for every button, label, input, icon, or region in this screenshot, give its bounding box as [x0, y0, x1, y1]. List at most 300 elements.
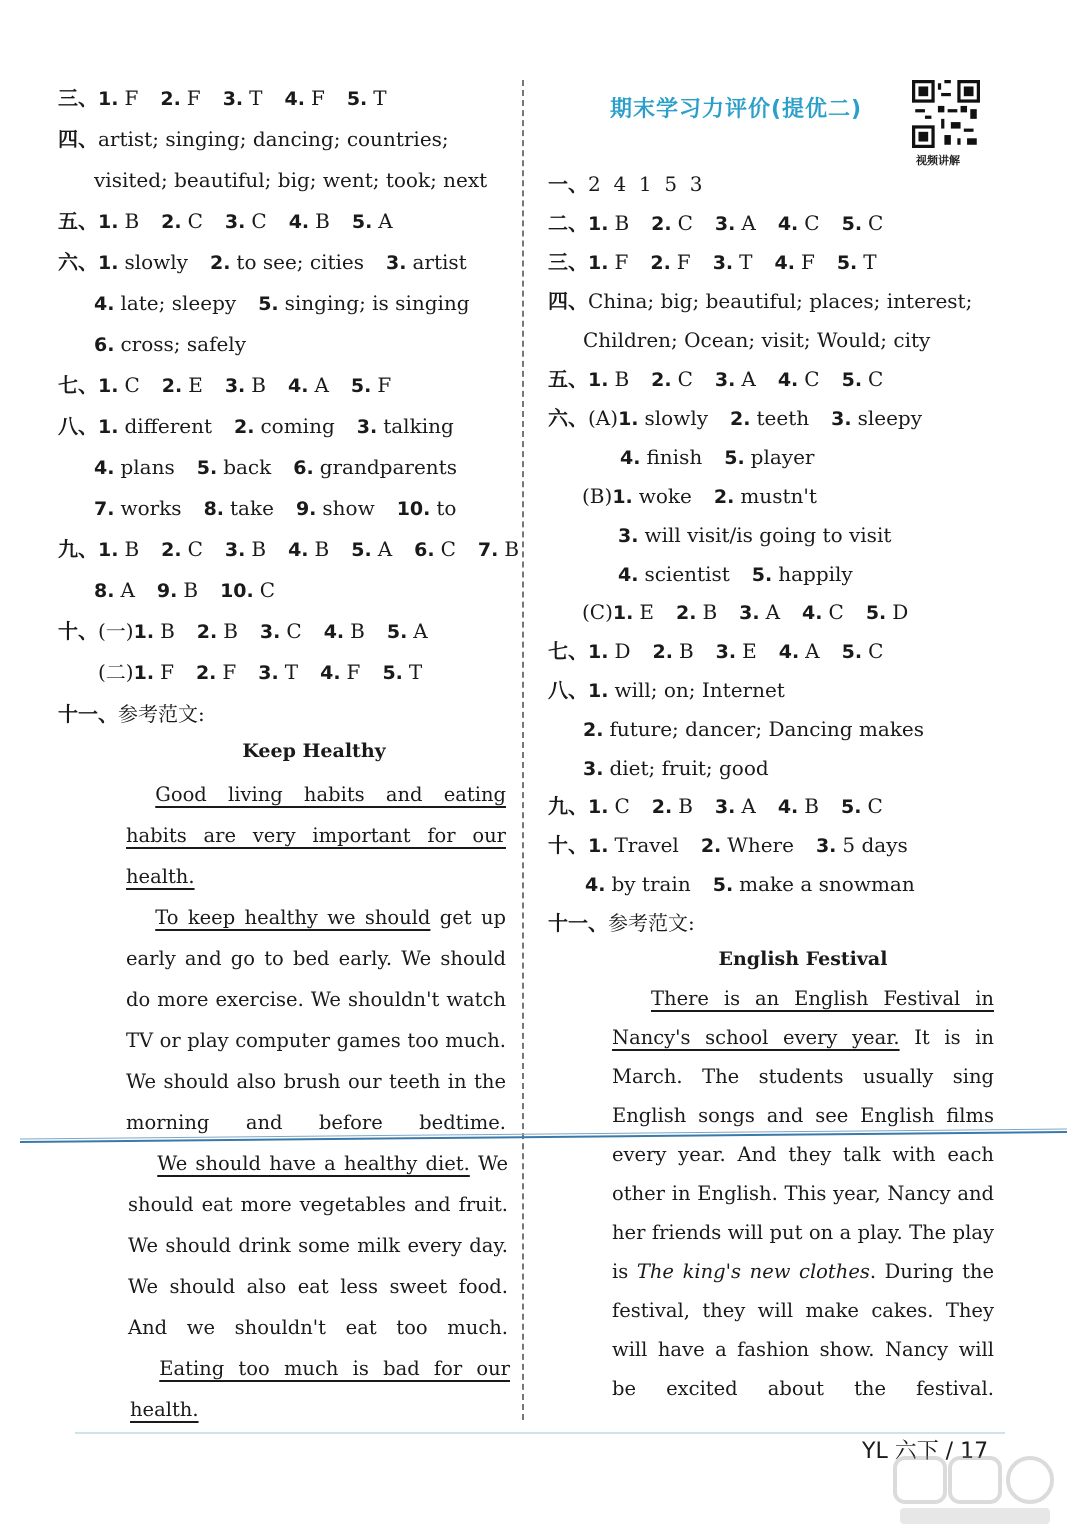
answer-text: C [677, 367, 693, 391]
answer-number: 10. [220, 580, 254, 602]
answer-item [583, 717, 924, 741]
essay-left-paragraph-3: We should have a healthy diet. We should eat more vegetables and fruit. We should drink some milk every day. We should also eat less sweet food. And we shouldn't eat too much. [128, 1152, 509, 1339]
answer-item [94, 578, 135, 602]
answer-number: 5. [751, 564, 773, 586]
section-10-part-1: 十、(一)1. B 2. B 3. C 4. B 5. A [58, 619, 428, 643]
answer-text: talking [383, 414, 454, 438]
answer-number: 4. [778, 641, 800, 663]
answer-text: B [183, 578, 199, 602]
answer-text: F [186, 86, 201, 110]
answer-item [234, 414, 335, 438]
answer-text: E [742, 639, 757, 663]
answer-text: B [678, 794, 693, 818]
answer-item [778, 794, 819, 818]
answer-number: 4. [777, 213, 799, 235]
answer-number: 2. [651, 213, 672, 235]
answer-number: 3. [714, 213, 736, 235]
r-section-8-l2 [583, 715, 946, 743]
answer-text: C [259, 578, 276, 602]
answer-text: B [314, 537, 330, 561]
r-section-6-b1: (B)1. woke 2. mustn't [582, 484, 817, 508]
answer-number: 1. [612, 486, 633, 508]
answer-item [651, 367, 693, 391]
answer-item [94, 291, 236, 315]
r-section-2: 二、1. B 2. C 3. A 4. C 5. C [548, 211, 884, 235]
answer-number: 3. [618, 525, 639, 547]
answer-text: to [436, 496, 457, 520]
essay-left-paragraph-1: Good living habits and eating habits are very important for our health. [126, 783, 506, 888]
answer-text: A [413, 619, 428, 643]
answer-number: 5. [840, 796, 862, 818]
answer-item [715, 211, 756, 235]
answer-item [588, 678, 785, 702]
r-section-9: 九、1. C 2. B 3. A 4. B 5. C [548, 794, 883, 818]
answer-number: 5. [865, 602, 887, 624]
answer-number: 3. [224, 211, 246, 233]
answer-item [98, 209, 139, 233]
answer-item [134, 619, 175, 643]
answer-item [288, 537, 329, 561]
section-4-line-1: 四、artist; singing; dancing; countries; [58, 127, 449, 151]
answer-number: 2. [195, 662, 217, 684]
answer-number: 8. [94, 580, 115, 602]
answer-number: 10. [396, 498, 431, 520]
answer-text: B [804, 794, 819, 818]
answer-number: 1. [98, 211, 119, 233]
answer-number: 3. [714, 796, 736, 818]
answer-item [284, 86, 324, 110]
answer-text: grandparents [319, 455, 457, 479]
answer-number: 1. [618, 408, 639, 430]
answer-text: mustn't [740, 484, 817, 508]
answer-text: F [377, 373, 392, 397]
answer-item [98, 414, 212, 438]
answer-item [157, 578, 198, 602]
answer-number: 2. [700, 835, 722, 857]
answer-number: 4. [287, 375, 309, 397]
answer-text: works [120, 496, 182, 520]
answer-item [778, 211, 820, 235]
answer-item [676, 600, 717, 624]
answer-item [225, 373, 266, 397]
answer-item [357, 414, 454, 438]
answer-text: E [639, 600, 654, 624]
answer-item [651, 211, 693, 235]
answer-text: C [868, 211, 884, 235]
answer-number: 1. [588, 796, 609, 818]
answer-item [197, 619, 238, 643]
answer-item [347, 86, 387, 110]
answer-number: 2. [713, 486, 735, 508]
answer-item [842, 639, 884, 663]
answer-text: T [408, 660, 423, 684]
answer-text: player [750, 445, 815, 469]
r-section-1: 一、2 4 1 5 3 [548, 172, 703, 196]
answer-number: 1. [133, 662, 155, 684]
answer-text: D [892, 600, 909, 624]
answer-text: future; dancer; Dancing makes [609, 717, 925, 741]
answer-text: C [804, 211, 820, 235]
answer-item [752, 562, 853, 586]
answer-number: 3. [356, 416, 378, 438]
answer-text: teeth [756, 406, 810, 430]
column-divider [522, 80, 524, 1420]
answer-item [94, 332, 246, 356]
answer-number: 1. [612, 602, 634, 624]
answer-item [293, 455, 457, 479]
answer-text: C [251, 209, 267, 233]
section-4-line-2: visited; beautiful; big; went; took; next [94, 168, 488, 192]
answer-number: 5. [346, 88, 368, 110]
answer-item [161, 537, 203, 561]
r-section-10-l1: 十、1. Travel 2. Where 3. 5 days [548, 833, 908, 857]
answer-item [588, 833, 679, 857]
answer-number: 1. [588, 369, 609, 391]
answer-item [98, 537, 139, 561]
answer-item [724, 445, 814, 469]
answer-item [842, 367, 884, 391]
answer-item [613, 600, 654, 624]
answer-item [94, 496, 182, 520]
answer-item [715, 794, 756, 818]
answer-item [714, 484, 817, 508]
answer-number: 5. [351, 211, 373, 233]
answer-item [837, 250, 877, 274]
section-8-line-1: 八、1. different 2. coming 3. talking [58, 414, 454, 438]
answer-number: 5. [350, 375, 372, 397]
answer-text: artist [412, 250, 467, 274]
answer-text: slowly [644, 406, 709, 430]
answer-number: 2. [651, 796, 673, 818]
answer-item [98, 250, 188, 274]
answer-text: B [124, 209, 140, 233]
answer-text: B [223, 619, 238, 643]
answer-item [382, 660, 422, 684]
exam-title-box [610, 92, 910, 132]
answer-number: 9. [295, 498, 317, 520]
answer-item [94, 455, 175, 479]
answer-number: 3. [258, 662, 279, 684]
answer-text: F [124, 86, 139, 110]
r-section-6-c1: (C)1. E 2. B 3. A 4. C 5. D [582, 600, 909, 624]
answer-item [196, 660, 236, 684]
answer-number: 4. [94, 293, 115, 315]
section-6-line-3 [94, 330, 268, 358]
answer-text: happily [778, 562, 853, 586]
answer-item [260, 619, 302, 643]
answer-number: 3. [583, 758, 604, 780]
answer-number: 7. [94, 498, 115, 520]
answer-item [652, 794, 693, 818]
answer-number: 5. [836, 252, 858, 274]
answer-number: 3. [712, 252, 734, 274]
answer-item [288, 373, 329, 397]
answer-item [588, 367, 629, 391]
answer-text: C [187, 209, 203, 233]
answer-number: 2. [675, 602, 697, 624]
answer-text: late; sleepy [120, 291, 237, 315]
answer-number: 1. [588, 252, 609, 274]
answer-number: 2. [652, 641, 673, 663]
answer-number: 2. [209, 252, 231, 274]
answer-number: 5. [724, 447, 745, 469]
answer-item [386, 250, 467, 274]
r-section-3: 三、1. F 2. F 3. T 4. F 5. T [548, 250, 877, 274]
answer-item [210, 250, 364, 274]
answer-number: 1. [588, 835, 609, 857]
answer-number: 2. [160, 88, 181, 110]
section-9-line-1: 九、1. B 2. C 3. B 4. B 5. A 6. C 7. B [58, 537, 520, 561]
answer-text: F [800, 250, 815, 274]
answer-item [588, 211, 629, 235]
answer-number: 1. [98, 252, 119, 274]
answer-text: A [805, 639, 820, 663]
answer-text: C [124, 373, 140, 397]
answer-text: diet; fruit; good [609, 756, 769, 780]
answer-text: by train [611, 872, 691, 896]
answer-item [716, 639, 757, 663]
answer-number: 6. [293, 457, 314, 479]
answer-item [161, 209, 203, 233]
answer-number: 3. [222, 88, 244, 110]
answer-number: 1. [133, 621, 155, 643]
answer-text: A [378, 209, 393, 233]
answer-text: to see; cities [236, 250, 365, 274]
answer-number: 1. [588, 641, 609, 663]
answer-text: D [614, 639, 631, 663]
r-section-6-b2 [618, 521, 913, 549]
answer-item [98, 86, 138, 110]
essay-title-left: Keep Healthy [242, 740, 386, 762]
answer-text: A [741, 794, 756, 818]
answer-item [713, 250, 753, 274]
answer-number: 4. [774, 252, 795, 274]
answer-number: 5. [196, 457, 218, 479]
answer-text: finish [646, 445, 703, 469]
answer-text: Where [727, 833, 794, 857]
answer-number: 1. [98, 539, 119, 561]
answer-text: coming [260, 414, 335, 438]
answer-number: 8. [203, 498, 225, 520]
answer-item [802, 600, 844, 624]
section-6-line-2 [94, 289, 492, 317]
answer-text: slowly [124, 250, 188, 274]
answer-item [713, 872, 915, 896]
section-11-heading: 十一、参考范文: [58, 702, 205, 726]
answer-item [588, 250, 628, 274]
answer-number: 5. [382, 662, 403, 684]
answer-number: 1. [588, 680, 609, 702]
answer-text: C [867, 794, 883, 818]
answer-item [774, 250, 814, 274]
answer-item [225, 209, 267, 233]
answer-item [653, 639, 694, 663]
answer-text: B [614, 211, 630, 235]
answer-number: 4. [777, 369, 799, 391]
answer-item [618, 406, 708, 430]
answer-text: C [677, 211, 693, 235]
answer-text: cross; safely [120, 332, 246, 356]
section-6-line-1: 六、1. slowly 2. to see; cities 3. artist [58, 250, 467, 274]
answer-text: B [350, 619, 365, 643]
answer-item [414, 537, 456, 561]
answer-item [387, 619, 428, 643]
qr-code-icon[interactable] [912, 80, 980, 148]
answer-number: 3. [714, 369, 736, 391]
answer-number: 4. [323, 621, 345, 643]
answer-number: 2. [196, 621, 218, 643]
answer-item [320, 660, 360, 684]
answer-text: B [160, 619, 175, 643]
section-7-answers: 七、1. C 2. E 3. B 4. A 5. F [58, 373, 392, 397]
answer-number: 5. [351, 539, 372, 561]
answer-text: B [702, 600, 718, 624]
answer-item [866, 600, 909, 624]
section-8-line-3 [94, 494, 478, 522]
answer-text: B [315, 209, 330, 233]
answer-number: 1. [588, 213, 609, 235]
answer-number: 4. [802, 602, 823, 624]
r-section-4-line-2: Children; Ocean; visit; Would; city [583, 328, 931, 352]
answer-text: B [124, 537, 140, 561]
answer-text: F [160, 660, 174, 684]
answer-item [220, 578, 275, 602]
r-section-6-a1: 六、(A)1. slowly 2. teeth 3. sleepy [548, 406, 923, 430]
answer-number: 3. [224, 539, 246, 561]
answer-number: 4. [94, 457, 115, 479]
answer-text: B [678, 639, 694, 663]
r-section-8-l1: 八、1. will; on; Internet [548, 678, 785, 702]
answer-text: E [188, 373, 203, 397]
answer-text: sleepy [857, 406, 923, 430]
answer-number: 3. [715, 641, 737, 663]
answer-number: 5. [386, 621, 408, 643]
answer-text: T [284, 660, 299, 684]
answer-text: T [739, 250, 753, 274]
r-section-10-l2 [585, 870, 937, 898]
scan-artifact-line [20, 1128, 1067, 1144]
answer-number: 2. [161, 211, 182, 233]
answer-number: 3. [815, 835, 837, 857]
answer-item [583, 756, 769, 780]
answer-item [478, 537, 519, 561]
answer-number: 3. [259, 621, 281, 643]
answer-number: 3. [831, 408, 852, 430]
answer-text: make a snowman [739, 872, 915, 896]
answer-number: 4. [284, 88, 305, 110]
section-10-part-2: (二)1. F 2. F 3. T 4. F 5. T [98, 660, 423, 684]
answer-number: 2. [651, 369, 672, 391]
answer-number: 4. [288, 211, 310, 233]
answer-number: 3. [386, 252, 407, 274]
answer-text: A [765, 600, 781, 624]
answer-number: 3. [224, 375, 246, 397]
answer-number: 6. [94, 334, 115, 356]
answer-text: A [741, 211, 756, 235]
answer-item [842, 211, 884, 235]
answer-text: F [222, 660, 237, 684]
answer-item [162, 373, 203, 397]
answer-number: 7. [477, 539, 499, 561]
answer-item [134, 660, 174, 684]
answer-number: 2. [650, 252, 671, 274]
answer-item [620, 445, 702, 469]
answer-number: 9. [156, 580, 178, 602]
answer-text: C [868, 639, 884, 663]
answer-item [816, 833, 908, 857]
answer-text: C [868, 367, 884, 391]
answer-item [778, 367, 820, 391]
answer-text: singing; is singing [284, 291, 470, 315]
answer-text: will visit/is going to visit [644, 523, 892, 547]
answer-text: F [614, 250, 629, 274]
r-section-7: 七、1. D 2. B 3. E 4. A 5. C [548, 639, 884, 663]
answer-text: C [440, 537, 456, 561]
answer-number: 4. [585, 874, 606, 896]
answer-number: 4. [777, 796, 799, 818]
answer-item [585, 872, 691, 896]
essay-title-right: English Festival [718, 948, 888, 970]
section-9-line-2 [94, 576, 297, 604]
answer-item [397, 496, 457, 520]
answer-item [588, 794, 630, 818]
answer-text: C [804, 367, 820, 391]
answer-item [588, 639, 631, 663]
answer-item [618, 562, 730, 586]
answer-number: 4. [618, 564, 639, 586]
exam-title: 期末学习力评价(提优二) [610, 97, 863, 122]
answer-text: Travel [614, 833, 679, 857]
answer-item [324, 619, 365, 643]
r-section-6-b3 [618, 560, 875, 588]
answer-text: C [286, 619, 302, 643]
answer-number: 1. [98, 375, 119, 397]
answer-text: back [223, 455, 272, 479]
answer-text: F [346, 660, 361, 684]
answer-number: 2. [234, 416, 255, 438]
answer-number: 5. [841, 369, 863, 391]
r-section-8-l3 [583, 754, 791, 782]
answer-number: 1. [98, 88, 119, 110]
answer-item [730, 406, 809, 430]
answer-text: different [124, 414, 213, 438]
answer-text: show [322, 496, 375, 520]
answer-text: F [676, 250, 691, 274]
answer-item [98, 373, 140, 397]
qr-caption: 视频讲解 [916, 154, 960, 167]
r-section-6-a2 [620, 443, 837, 471]
r-section-4-line-1: 四、China; big; beautiful; places; interest; [548, 289, 973, 313]
answer-number: 5. [841, 641, 863, 663]
answer-item [225, 537, 266, 561]
answer-item [351, 537, 392, 561]
answer-number: 2. [161, 539, 182, 561]
answer-text: A [741, 367, 756, 391]
answer-item [715, 367, 756, 391]
answer-text: A [314, 373, 329, 397]
answer-number: 2. [730, 408, 751, 430]
answer-number: 5. [841, 213, 863, 235]
answer-number: 6. [414, 539, 435, 561]
answer-text: B [614, 367, 630, 391]
essay-left-paragraph-2: To keep healthy we should get up early and go to bed early. We should do more exercise. We shouldn't watch TV or play computer games too much. We should also brush our teeth in the morning and before bedtime. [126, 906, 506, 1134]
essay-left-paragraph-4: Eating too much is bad for our health. [130, 1357, 510, 1421]
answer-item [701, 833, 794, 857]
answer-text: 5 days [842, 833, 908, 857]
essay-right-paragraph: There is an English Festival in Nancy's school every year. It is in March. The students usually sing English songs and see English films every year. And they talk with each other in English. This year, Nancy and her friends will put on a play. The play is The king's new clothes. During the festival, they will make cakes. They will have a fashion show. Nancy will be excited about the festival. [612, 987, 995, 1400]
answer-item [289, 209, 330, 233]
answer-item [841, 794, 883, 818]
